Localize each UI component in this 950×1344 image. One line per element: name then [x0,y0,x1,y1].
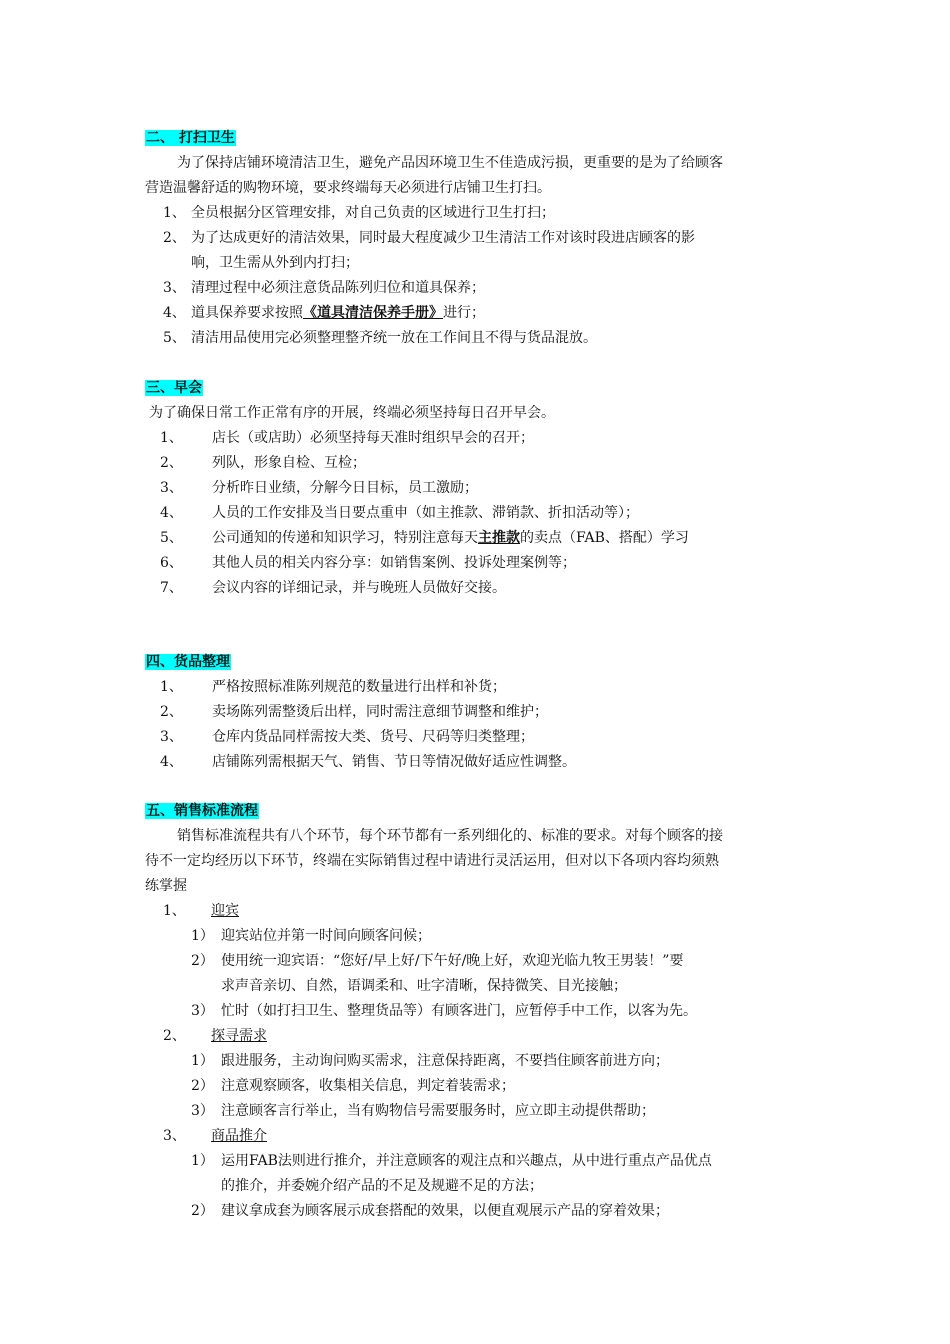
sub-text-continuation: 求声音亲切、自然，语调柔和、吐字清晰，保持微笑、目光接触； [221,978,627,994]
list-item [163,278,485,298]
heading-text: 二、 打扫卫生 [146,130,235,146]
list-text: 其他人员的相关内容分享：如销售案例、投诉处理案例等； [212,555,576,571]
paragraph-line: 营造温馨舒适的购物环境，要求终端每天必须进行店铺卫生打扫。 [145,180,551,196]
list-item [160,428,534,448]
sub-item [191,1101,655,1121]
list-number: 1、 [160,679,183,695]
step-heading [163,1126,267,1146]
list-item [163,203,555,223]
sub-text-continuation: 的推介，并委婉介绍产品的不足及规避不足的方法； [221,1178,543,1194]
paragraph-line: 待不一定均经历以下环节，终端在实际销售过程中请进行灵活运用，但对以下各项内容均须熟 [145,853,719,869]
list-text: 店铺陈列需根据天气、销售、节日等情况做好适应性调整。 [212,754,576,770]
step-number: 3、 [163,1128,186,1144]
step-heading [163,1026,267,1046]
list-text: 会议内容的详细记录，并与晚班人员做好交接。 [212,580,506,596]
list-text: 全员根据分区管理安排，对自己负责的区域进行卫生打扫； [191,205,555,221]
list-number: 5、 [160,530,183,546]
section-heading-cleaning [145,128,236,148]
sub-item [191,1201,669,1221]
manual-title: 《道具清洁保养手册》 [303,305,443,321]
list-number: 4、 [160,754,183,770]
list-text: 为了达成更好的清洁效果，同时最大程度减少卫生清洁工作对该时段进店顾客的影 [191,230,695,246]
sub-number: 2） [191,1078,214,1094]
list-text: 卖场陈列需整烫后出样，同时需注意细节调整和维护； [212,704,548,720]
list-number: 6、 [160,555,183,571]
list-text: 分析昨日业绩，分解今日目标，员工激励； [212,480,478,496]
list-number: 4、 [163,305,186,321]
list-item [160,453,366,473]
sub-item [191,1151,712,1171]
list-text: 清理过程中必须注意货品陈列归位和道具保养； [191,280,485,296]
sub-number: 1） [191,928,214,944]
sub-text: 忙时（如打扫卫生、整理货品等）有顾客进门，应暂停手中工作，以客为先。 [221,1003,697,1019]
sub-number: 1） [191,1153,214,1169]
list-text: 进行； [443,305,485,321]
sub-item [191,1001,697,1021]
section-heading-morning-meeting [145,378,203,398]
list-text: 仓库内货品同样需按大类、货号、尺码等归类整理； [212,729,534,745]
list-text: 清洁用品使用完必须整理整齐统一放在工作间且不得与货品混放。 [191,330,597,346]
sub-item [191,926,431,946]
key-product-term: 主推款 [478,530,520,546]
list-number: 2、 [160,455,183,471]
list-item [160,553,576,573]
step-heading [163,901,239,921]
list-text: 的卖点（FAB、搭配）学习 [520,530,689,546]
list-number: 2、 [160,704,183,720]
heading-text: 三、早会 [146,380,202,396]
sub-item [191,1051,669,1071]
sub-number: 3） [191,1003,214,1019]
sub-text: 运用FAB法则进行推介，并注意顾客的观注点和兴趣点，从中进行重点产品优点 [221,1153,712,1169]
paragraph-line: 为了确保日常工作正常有序的开展，终端必须坚持每日召开早会。 [149,405,555,421]
list-item [160,702,548,722]
paragraph-line: 为了保持店铺环境清洁卫生，避免产品因环境卫生不佳造成污损，更重要的是为了给顾客 [177,155,723,171]
list-number: 3、 [160,729,183,745]
sub-item [191,1076,515,1096]
section-heading-merchandise [145,652,231,672]
sub-text: 使用统一迎宾语：“您好/早上好/下午好/晚上好，欢迎光临九牧王男装！”要 [221,953,684,969]
step-number: 1、 [163,903,186,919]
list-text-continuation: 响，卫生需从外到内打扫； [191,255,359,271]
list-text: 列队，形象自检、互检； [212,455,366,471]
list-item [160,503,639,523]
sub-number: 3） [191,1103,214,1119]
list-text: 人员的工作安排及当日要点重申（如主推款、滞销款、折扣活动等）； [212,505,639,521]
list-number: 3、 [160,480,183,496]
section-heading-sales-process [145,801,259,821]
step-title: 迎宾 [211,903,239,919]
list-item [160,578,506,598]
paragraph-line: 销售标准流程共有八个环节，每个环节都有一系列细化的、标准的要求。对每个顾客的接 [177,828,723,844]
step-title: 商品推介 [211,1128,267,1144]
heading-text: 四、货品整理 [146,654,230,670]
paragraph-line: 练掌握 [145,878,187,894]
list-item [160,677,506,697]
sub-text: 注意观察顾客，收集相关信息，判定着装需求； [221,1078,515,1094]
list-item [160,727,534,747]
sub-number: 2） [191,1203,214,1219]
sub-text: 迎宾站位并第一时间向顾客问候； [221,928,431,944]
list-number: 1、 [163,205,186,221]
sub-text: 跟进服务，主动询问购买需求，注意保持距离，不要挡住顾客前进方向； [221,1053,669,1069]
sub-item [191,951,683,971]
list-number: 1、 [160,430,183,446]
sub-number: 1） [191,1053,214,1069]
list-item [160,528,689,548]
step-title: 探寻需求 [211,1028,267,1044]
list-item [163,303,485,323]
list-number: 3、 [163,280,186,296]
list-text: 店长（或店助）必须坚持每天准时组织早会的召开； [212,430,534,446]
list-number: 4、 [160,505,183,521]
list-item [160,478,478,498]
heading-text: 五、销售标准流程 [146,803,258,819]
sub-number: 2） [191,953,214,969]
list-text: 严格按照标准陈列规范的数量进行出样和补货； [212,679,506,695]
list-text: 公司通知的传递和知识学习，特别注意每天 [212,530,478,546]
list-item [163,228,695,248]
list-item [163,328,597,348]
sub-text: 建议拿成套为顾客展示成套搭配的效果，以便直观展示产品的穿着效果； [221,1203,669,1219]
step-number: 2、 [163,1028,186,1044]
sub-text: 注意顾客言行举止，当有购物信号需要服务时，应立即主动提供帮助； [221,1103,655,1119]
list-number: 2、 [163,230,186,246]
list-number: 7、 [160,580,183,596]
list-number: 5、 [163,330,186,346]
list-item [160,752,576,772]
list-text: 道具保养要求按照 [191,305,303,321]
